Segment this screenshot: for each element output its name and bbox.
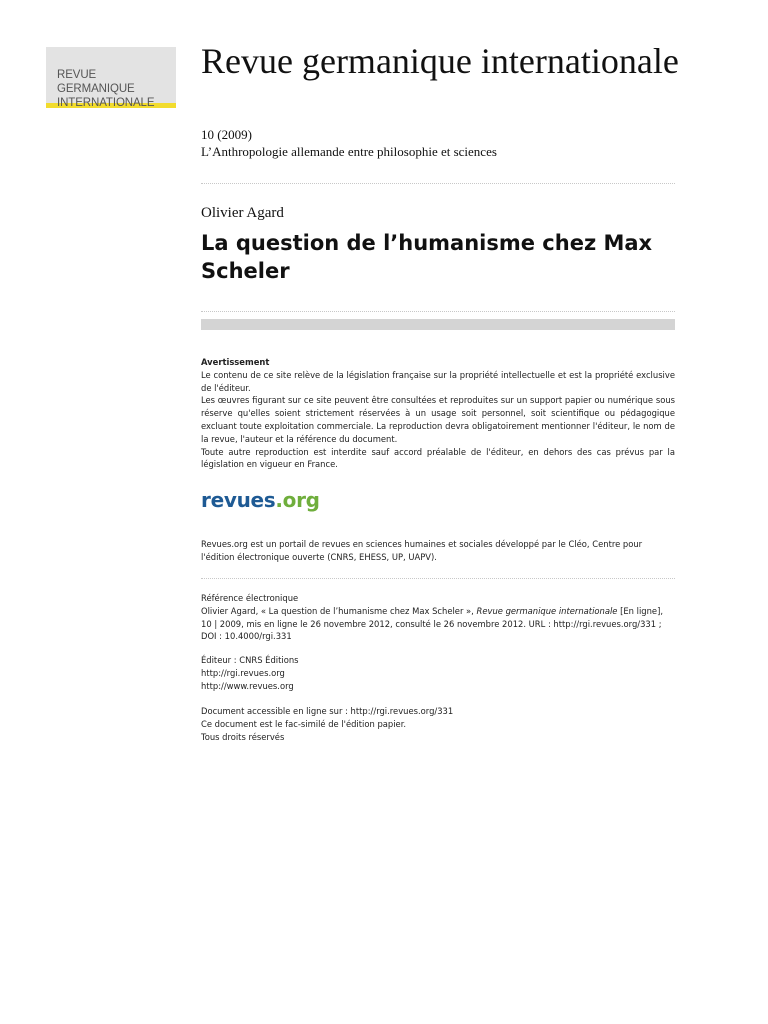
- article-title: La question de l’humanisme chez Max Scheler: [201, 231, 653, 283]
- logo-line-2: INTERNATIONALE: [57, 97, 155, 109]
- journal-logo-text: [57, 68, 176, 110]
- warning-paragraph: Toute autre reproduction est interdite sauf accord préalable de l'éditeur, en dehors des cas prévus par la législation en vigueur en France.: [201, 446, 675, 470]
- publisher-link[interactable]: http://www.revues.org: [201, 680, 294, 691]
- electronic-reference: [201, 592, 675, 643]
- dotted-divider: [201, 183, 675, 184]
- dotted-divider: [201, 311, 675, 312]
- online-access: Document accessible en ligne sur : http://rgi.revues.org/331: [201, 706, 454, 716]
- issue-number: 10 (2009): [201, 127, 252, 142]
- rights-note: Tous droits réservés: [201, 731, 285, 742]
- publisher-name: Éditeur : CNRS Éditions: [201, 655, 299, 665]
- warning-block: [201, 356, 675, 471]
- article-author: Olivier Agard: [201, 205, 284, 221]
- issue-theme: L’Anthropologie allemande entre philosophie et sciences: [201, 144, 497, 159]
- logo-line-1: REVUE GERMANIQUE: [57, 69, 135, 95]
- citation-start: Olivier Agard, « La question de l’humanisme chez Max Scheler »,: [201, 605, 477, 616]
- revues-org-logo[interactable]: [201, 488, 320, 512]
- revues-logo-part: revues: [201, 488, 276, 512]
- warning-paragraph: Le contenu de ce site relève de la législation française sur la propriété intellectuelle et est la propriété exclusive de l'éditeur.: [201, 369, 675, 393]
- citation-journal: Revue germanique internationale: [476, 605, 618, 616]
- journal-logo: [46, 47, 176, 108]
- publisher-link[interactable]: http://rgi.revues.org: [201, 667, 285, 678]
- warning-heading: Avertissement: [201, 357, 270, 367]
- publisher-info: [201, 654, 675, 692]
- access-info: [201, 705, 675, 743]
- journal-title: Revue germanique internationale: [201, 41, 679, 81]
- dotted-divider: [201, 578, 675, 579]
- reference-citation: [201, 605, 675, 643]
- facsimile-note: Ce document est le fac-similé de l'édition papier.: [201, 718, 407, 729]
- separator-bar: [201, 319, 675, 330]
- citation-end: [En ligne], 10 | 2009, mis en ligne le 26 novembre 2012, consulté le 26 novembre 2012. URL : http://rgi.revues.org/331 ; DOI : 10.4000/rgi.331: [201, 605, 664, 642]
- warning-paragraph: Les œuvres figurant sur ce site peuvent être consultées et reproduites sur un support papier ou numérique sous réserve qu'elles soient strictement réservées à un usage soit personnel, soit scientifique ou pédagogique excluant toute exploitation commerciale. La reproduction devra obligatoirement mentionner l'éditeur, le nom de la revue, l'auteur et la référence du document.: [201, 395, 675, 444]
- reference-heading: Référence électronique: [201, 593, 299, 603]
- portal-description: Revues.org est un portail de revues en sciences humaines et sociales développé par le Cléo, Centre pour l'édition électronique ouverte (CNRS, EHESS, UP, UAPV).: [201, 539, 643, 562]
- revues-logo-part: .org: [275, 488, 320, 512]
